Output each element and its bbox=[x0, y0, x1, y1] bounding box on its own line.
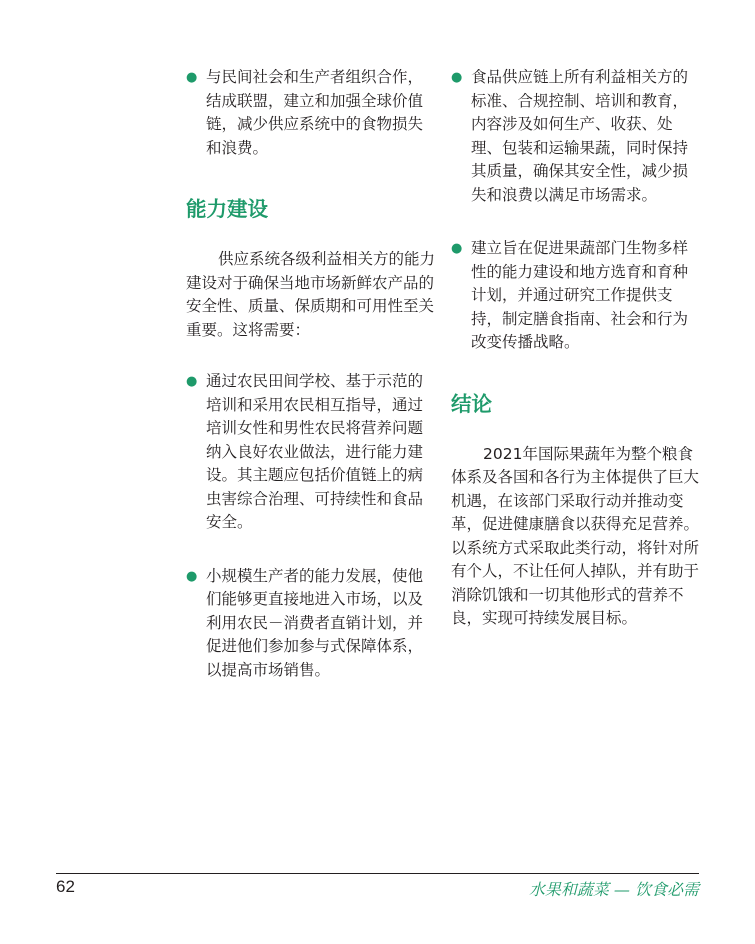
bullet-item bbox=[186, 565, 436, 683]
section-heading-capacity: 能力建设 bbox=[186, 197, 268, 221]
bullet-text: 通过农民田间学校、基于示范的培训和采用农民相互指导，通过培训女性和男性农民将营养问题纳入良好农业做法，进行能力建设。其主题应包括价值链上的病虫害综合治理、可持续性和食品安全。 bbox=[206, 372, 424, 531]
bullet-item bbox=[451, 66, 701, 207]
bullet-item bbox=[451, 237, 701, 355]
section-heading-conclusion: 结论 bbox=[451, 391, 492, 416]
bullet-item bbox=[186, 66, 436, 160]
bullet-icon: ● bbox=[186, 374, 198, 389]
bullet-text: 建立旨在促进果蔬部门生物多样性的能力建设和地方选育和育种计划，并通过研究工作提供支持，制定膳食指南、社会和行为改变传播战略。 bbox=[471, 239, 689, 351]
bullet-text: 与民间社会和生产者组织合作，结成联盟，建立和加强全球价值链，减少供应系统中的食物损失和浪费。 bbox=[206, 68, 424, 157]
page-number: 62 bbox=[56, 877, 75, 896]
bullet-icon: ● bbox=[451, 241, 463, 256]
bullet-icon: ● bbox=[186, 568, 198, 584]
bullet-text: 食品供应链上所有利益相关方的标准、合规控制、培训和教育，内容涉及如何生产、收获、处理、包装和运输果蔬，同时保持其质量，确保其安全性，减少损失和浪费以满足市场需求。 bbox=[471, 68, 689, 204]
right-column bbox=[451, 66, 701, 659]
body-paragraph: 供应系统各级利益相关方的能力建设对于确保当地市场新鲜农产品的安全性、质量、保质期和可用性至关重要。这将需要： bbox=[186, 250, 436, 339]
bullet-icon: ● bbox=[186, 70, 198, 85]
bullet-icon: ● bbox=[451, 70, 463, 85]
body-paragraph: 2021年国际果蔬年为整个粮食体系及各国和各行为主体提供了巨大机遇，在该部门采取行动并推动变革，促进健康膳食以获得充足营养。以系统方式采取此类行动，将针对所有个人，不让任何人掉队，并有助于消除饥饿和一切其他形式的营养不良，实现可持续发展目标。 bbox=[451, 444, 700, 627]
left-column bbox=[186, 66, 436, 712]
footer-divider bbox=[56, 873, 699, 874]
bullet-text: 小规模生产者的能力发展，使他们能够更直接地进入市场，以及利用农民－消费者直销计划，并促进他们参加参与式保障体系，以提高市场销售。 bbox=[206, 566, 424, 679]
footer-title: 水果和蔬菜 — 饮食必需 bbox=[528, 880, 699, 899]
bullet-item bbox=[186, 370, 436, 535]
